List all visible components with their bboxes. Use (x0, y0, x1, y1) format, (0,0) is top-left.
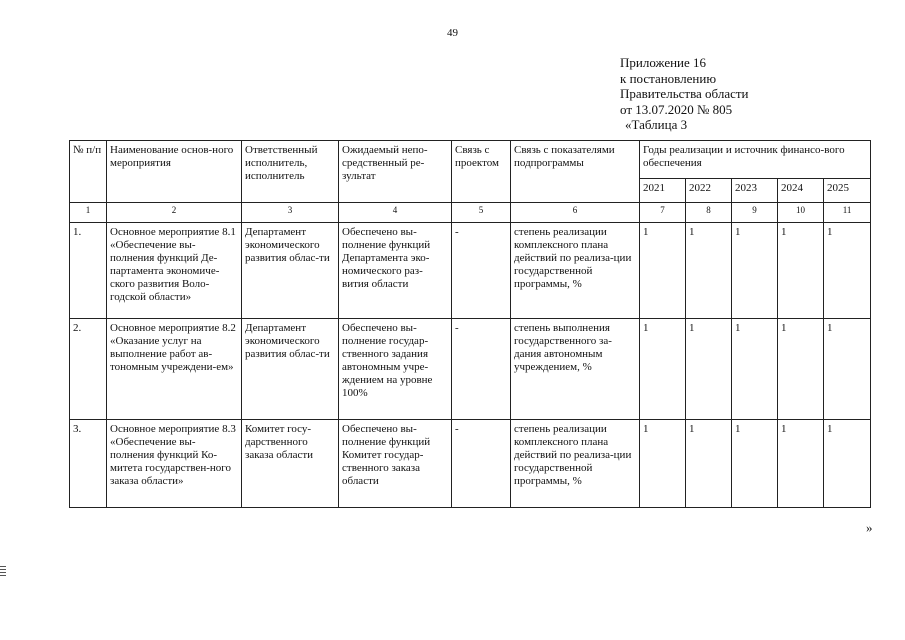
row-value: 1 (686, 223, 732, 319)
row-indicator: степень реализации комплексного плана действий по реализа-ции государственной программы, % (511, 223, 640, 319)
row-value: 1 (778, 223, 824, 319)
row-executor: Департамент экономического развития облас-ти (242, 223, 339, 319)
row-num: 3. (70, 420, 107, 508)
header-indicators: Связь с показателями подпрограммы (511, 141, 640, 203)
row-value: 1 (686, 420, 732, 508)
header-result: Ожидаемый непо-средственный ре-зультат (339, 141, 452, 203)
row-value: 1 (824, 319, 871, 420)
measures-table (69, 140, 871, 508)
row-project: - (452, 319, 511, 420)
column-number-row (70, 203, 871, 223)
header-project: Связь с проектом (452, 141, 511, 203)
row-indicator: степень выполнения государственного за-дания автономным учреждением, % (511, 319, 640, 420)
header-name: Наименование основ-ного мероприятия (107, 141, 242, 203)
appendix-line: от 13.07.2020 № 805 (620, 101, 733, 117)
row-value: 1 (640, 420, 686, 508)
row-name: Основное мероприятие 8.3 «Обеспечение вы-полнения функций Ко-митета государствен-ного заказа области» (107, 420, 242, 508)
header-years-group: Годы реализации и источник финансо-вого обеспечения (640, 141, 871, 179)
scan-margin-mark (0, 566, 6, 582)
appendix-line: Правительства области (620, 86, 749, 101)
row-value: 1 (640, 319, 686, 420)
row-num: 1. (70, 223, 107, 319)
row-result: Обеспечено вы-полнение государ-ственного задания автономным учре-ждением на уровне 100% (339, 319, 452, 420)
header-row (70, 141, 871, 179)
row-value: 1 (732, 420, 778, 508)
header-year: 2025 (824, 179, 871, 203)
header-year: 2022 (686, 179, 732, 203)
row-result: Обеспечено вы-полнение функций Департамента эко-номического раз-вития области (339, 223, 452, 319)
row-value: 1 (640, 223, 686, 319)
appendix-line: «Таблица 3 (625, 117, 688, 132)
header-year: 2024 (778, 179, 824, 203)
row-name: Основное мероприятие 8.1 «Обеспечение вы-полнения функций Де-партамента экономиче-ского развития Воло-годской области» (107, 223, 242, 319)
appendix-line: к постановлению (620, 70, 717, 86)
column-number: 11 (824, 203, 871, 223)
column-number: 7 (640, 203, 686, 223)
column-number: 6 (511, 203, 640, 223)
page-number: 49 (447, 27, 458, 39)
row-executor: Комитет госу-дарственного заказа области (242, 420, 339, 508)
header-year: 2023 (732, 179, 778, 203)
appendix-line: Приложение 16 (620, 55, 707, 70)
column-number: 1 (70, 203, 107, 223)
column-number: 10 (778, 203, 824, 223)
column-number: 2 (107, 203, 242, 223)
row-value: 1 (686, 319, 732, 420)
row-value: 1 (778, 319, 824, 420)
row-result: Обеспечено вы-полнение функций Комитет государ-ственного заказа области (339, 420, 452, 508)
column-number: 4 (339, 203, 452, 223)
row-num: 2. (70, 319, 107, 420)
row-value: 1 (824, 420, 871, 508)
row-executor: Департамент экономического развития облас-ти (242, 319, 339, 420)
row-value: 1 (732, 223, 778, 319)
column-number: 8 (686, 203, 732, 223)
row-value: 1 (824, 223, 871, 319)
row-value: 1 (778, 420, 824, 508)
table-row (70, 420, 871, 508)
header-executor: Ответственный исполнитель, исполнитель (242, 141, 339, 203)
table-row (70, 319, 871, 420)
closing-quote: » (866, 520, 873, 535)
row-value: 1 (732, 319, 778, 420)
appendix-header (620, 55, 749, 133)
row-project: - (452, 223, 511, 319)
row-name: Основное мероприятие 8.2 «Оказание услуг на выполнение работ ав-тономным учреждени-ем» (107, 319, 242, 420)
row-indicator: степень реализации комплексного плана действий по реализа-ции государственной программы, % (511, 420, 640, 508)
column-number: 3 (242, 203, 339, 223)
column-number: 9 (732, 203, 778, 223)
row-project: - (452, 420, 511, 508)
table-row (70, 223, 871, 319)
header-num: № п/п (70, 141, 107, 203)
header-year: 2021 (640, 179, 686, 203)
column-number: 5 (452, 203, 511, 223)
